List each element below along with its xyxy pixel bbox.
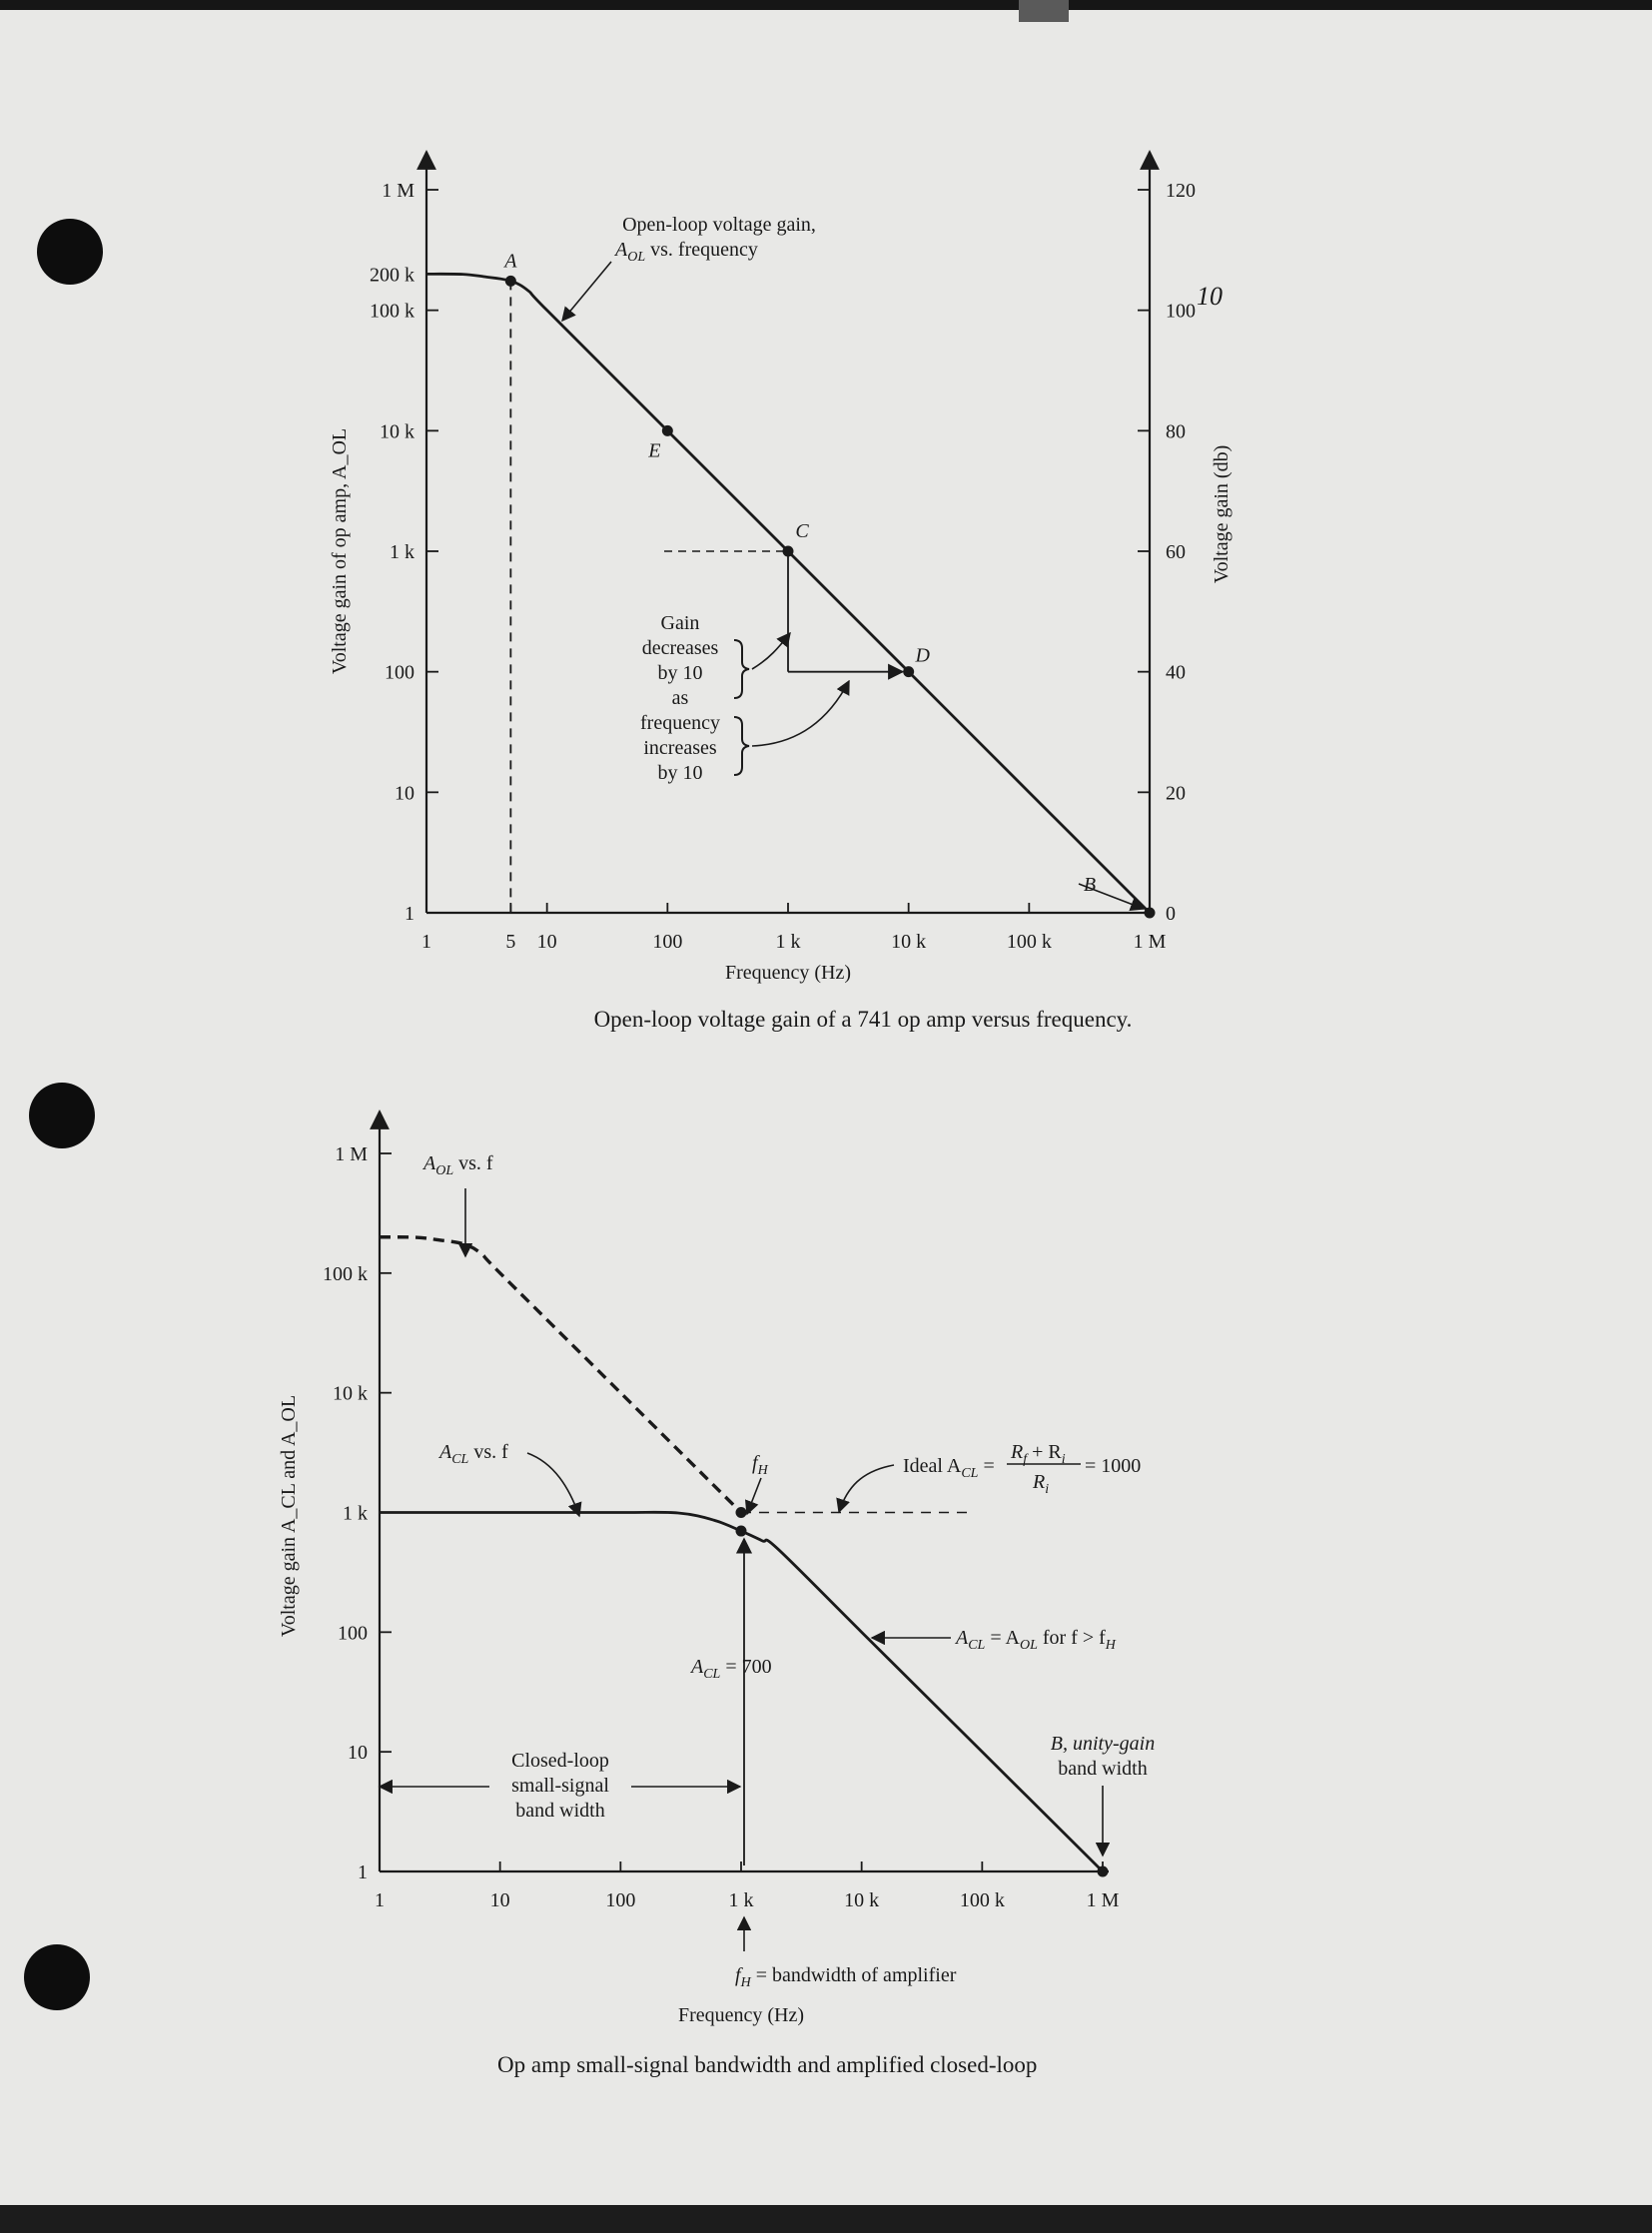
y-tick-label: 1 k xyxy=(343,1502,368,1525)
curve-label-rest: vs. frequency xyxy=(645,239,758,261)
brace-upper xyxy=(734,640,749,698)
x-tick-label: 100 k xyxy=(959,1889,1005,1911)
y2-axis-label: Voltage gain (db) xyxy=(1211,444,1233,584)
data-point xyxy=(662,425,673,436)
series-line-2 xyxy=(380,1512,1103,1871)
y2-tick-label: 0 xyxy=(1166,903,1176,925)
y2-tick-label: 80 xyxy=(1166,420,1186,443)
aol-vs-f-label: $A_{OL}$ vs. f xyxy=(423,1152,493,1178)
curve-label-pointer xyxy=(562,262,611,321)
data-point xyxy=(736,1507,747,1518)
ideal-acl-numerator: $R_f + R_i$ xyxy=(1011,1441,1066,1467)
point-label: D xyxy=(915,644,930,667)
unity-gain-text-1: B, unity-gain xyxy=(1050,1733,1156,1755)
acl-vs-f-label: $A_{CL}$ vs. f xyxy=(439,1441,508,1467)
y-tick-label: 1 M xyxy=(335,1143,368,1165)
data-point xyxy=(1098,1866,1109,1877)
ideal-acl-arrow xyxy=(839,1465,894,1512)
chart1-points xyxy=(502,250,1155,918)
gain-text-3: by 10 xyxy=(657,662,703,684)
fh-bandwidth-text: $f_H$ = bandwidth of amplifier xyxy=(735,1964,957,1990)
gain-text-5: frequency xyxy=(640,712,720,734)
curve-label-a: A xyxy=(615,239,628,261)
y-tick-label: 100 xyxy=(385,661,414,684)
data-point xyxy=(903,666,914,677)
bandwidth-annotation xyxy=(380,1750,740,1822)
y2-tick-label: 60 xyxy=(1166,541,1186,563)
brace-upper-arrow xyxy=(752,633,790,669)
closed-loop-gain-chart xyxy=(278,1112,1155,2077)
x-tick-label: 1 M xyxy=(1086,1889,1120,1911)
data-point xyxy=(783,546,794,557)
fh-label: $f_H$ xyxy=(752,1452,768,1478)
x-tick-label: 100 xyxy=(605,1889,636,1911)
x-tick-label: 1 k xyxy=(775,931,801,953)
point-label: E xyxy=(648,439,661,462)
chart2-ticks xyxy=(323,1143,1120,1911)
gain-annotation xyxy=(640,612,849,784)
x-tick-label: 1 k xyxy=(728,1889,754,1911)
chart1-series xyxy=(426,274,1150,913)
chart2-axes xyxy=(278,1112,1109,2077)
gain-text-1: Gain xyxy=(660,612,700,634)
open-loop-gain-chart xyxy=(329,152,1233,1032)
ideal-acl-value: = 1000 xyxy=(1085,1455,1142,1477)
y-tick-label: 1 xyxy=(358,1861,368,1883)
y-tick-label: 10 xyxy=(395,782,414,805)
x-tick-label: 100 xyxy=(652,931,683,953)
y-tick-label: 1 xyxy=(405,903,414,925)
gain-text-4: as xyxy=(671,687,689,709)
x-tick-label: 100 k xyxy=(1006,931,1052,953)
x-tick-label: 1 xyxy=(375,1889,385,1911)
x-tick-label: 1 M xyxy=(1133,931,1167,953)
fh-bandwidth-note xyxy=(735,1917,957,1990)
curve-label-line1: Open-loop voltage gain, xyxy=(622,214,816,236)
data-point xyxy=(1145,908,1156,919)
x-tick-label: 1 xyxy=(421,931,431,953)
y-tick-label: 100 xyxy=(338,1622,368,1645)
y2-tick-label: 120 xyxy=(1166,180,1196,202)
chart1-axes xyxy=(329,152,1233,1032)
gain-text-7: by 10 xyxy=(657,762,703,784)
ideal-acl-label xyxy=(903,1441,1141,1497)
y-tick-label: 1 M xyxy=(382,180,414,202)
bandwidth-text-3: band width xyxy=(515,1800,605,1822)
y-tick-label: 100 k xyxy=(370,300,414,323)
y-tick-label: 10 xyxy=(348,1742,368,1765)
ideal-acl-denominator: $R_i$ xyxy=(1033,1471,1050,1497)
x-axis-label: Frequency (Hz) xyxy=(677,2004,805,2026)
y-tick-label: 10 k xyxy=(380,420,414,443)
y2-tick-label: 100 xyxy=(1166,300,1196,323)
bandwidth-text-2: small-signal xyxy=(511,1775,609,1797)
curve-label-line2 xyxy=(613,239,758,265)
unity-gain-text-2: band width xyxy=(1058,1758,1148,1780)
x-axis-label: Frequency (Hz) xyxy=(724,962,852,984)
x-tick-label: 5 xyxy=(505,931,516,953)
chart-caption: Op amp small-signal bandwidth and amplified closed-loop xyxy=(497,2052,1038,2077)
ideal-acl-text: Ideal $A_{CL}$ = xyxy=(903,1455,995,1481)
point-label: B xyxy=(1083,874,1097,896)
y-tick-label: 10 k xyxy=(333,1382,368,1405)
y2-tick-label: 20 xyxy=(1166,782,1186,805)
bandwidth-text-1: Closed-loop xyxy=(511,1750,609,1772)
fh-arrow xyxy=(747,1478,761,1514)
handwritten-note: 10 xyxy=(1197,282,1223,311)
y-tick-label: 1 k xyxy=(390,541,414,563)
x-tick-label: 10 xyxy=(489,1889,510,1911)
point-label: C xyxy=(795,520,809,542)
series-line-1 xyxy=(380,1237,741,1513)
chart-caption: Open-loop voltage gain of a 741 op amp versus frequency. xyxy=(593,1007,1133,1032)
y-axis-label: Voltage gain A_CL and A_OL xyxy=(278,1394,300,1638)
gain-text-2: decreases xyxy=(641,637,719,659)
point-label: A xyxy=(504,250,517,273)
data-point xyxy=(505,276,516,287)
brace-lower-arrow xyxy=(752,681,849,746)
acl-700-label: $A_{CL} = 700$ xyxy=(691,1656,772,1682)
acl-vs-f-arrow xyxy=(527,1453,579,1516)
gain-text-6: increases xyxy=(643,737,717,759)
curve-label-sub: OL xyxy=(627,250,646,265)
x-tick-label: 10 k xyxy=(891,931,927,953)
y-tick-label: 100 k xyxy=(323,1262,368,1285)
x-tick-label: 10 xyxy=(536,931,557,953)
y2-tick-label: 40 xyxy=(1166,661,1186,684)
acl-equals-aol-label: $A_{CL} = A_{OL}$ for $f > f_H$ xyxy=(956,1627,1116,1653)
y-axis-label: Voltage gain of op amp, A_OL xyxy=(329,427,351,675)
data-point xyxy=(736,1526,747,1537)
x-tick-label: 10 k xyxy=(844,1889,880,1911)
brace-lower xyxy=(734,717,749,775)
chart2-series xyxy=(380,1237,1103,1871)
y-tick-label: 200 k xyxy=(370,264,414,287)
